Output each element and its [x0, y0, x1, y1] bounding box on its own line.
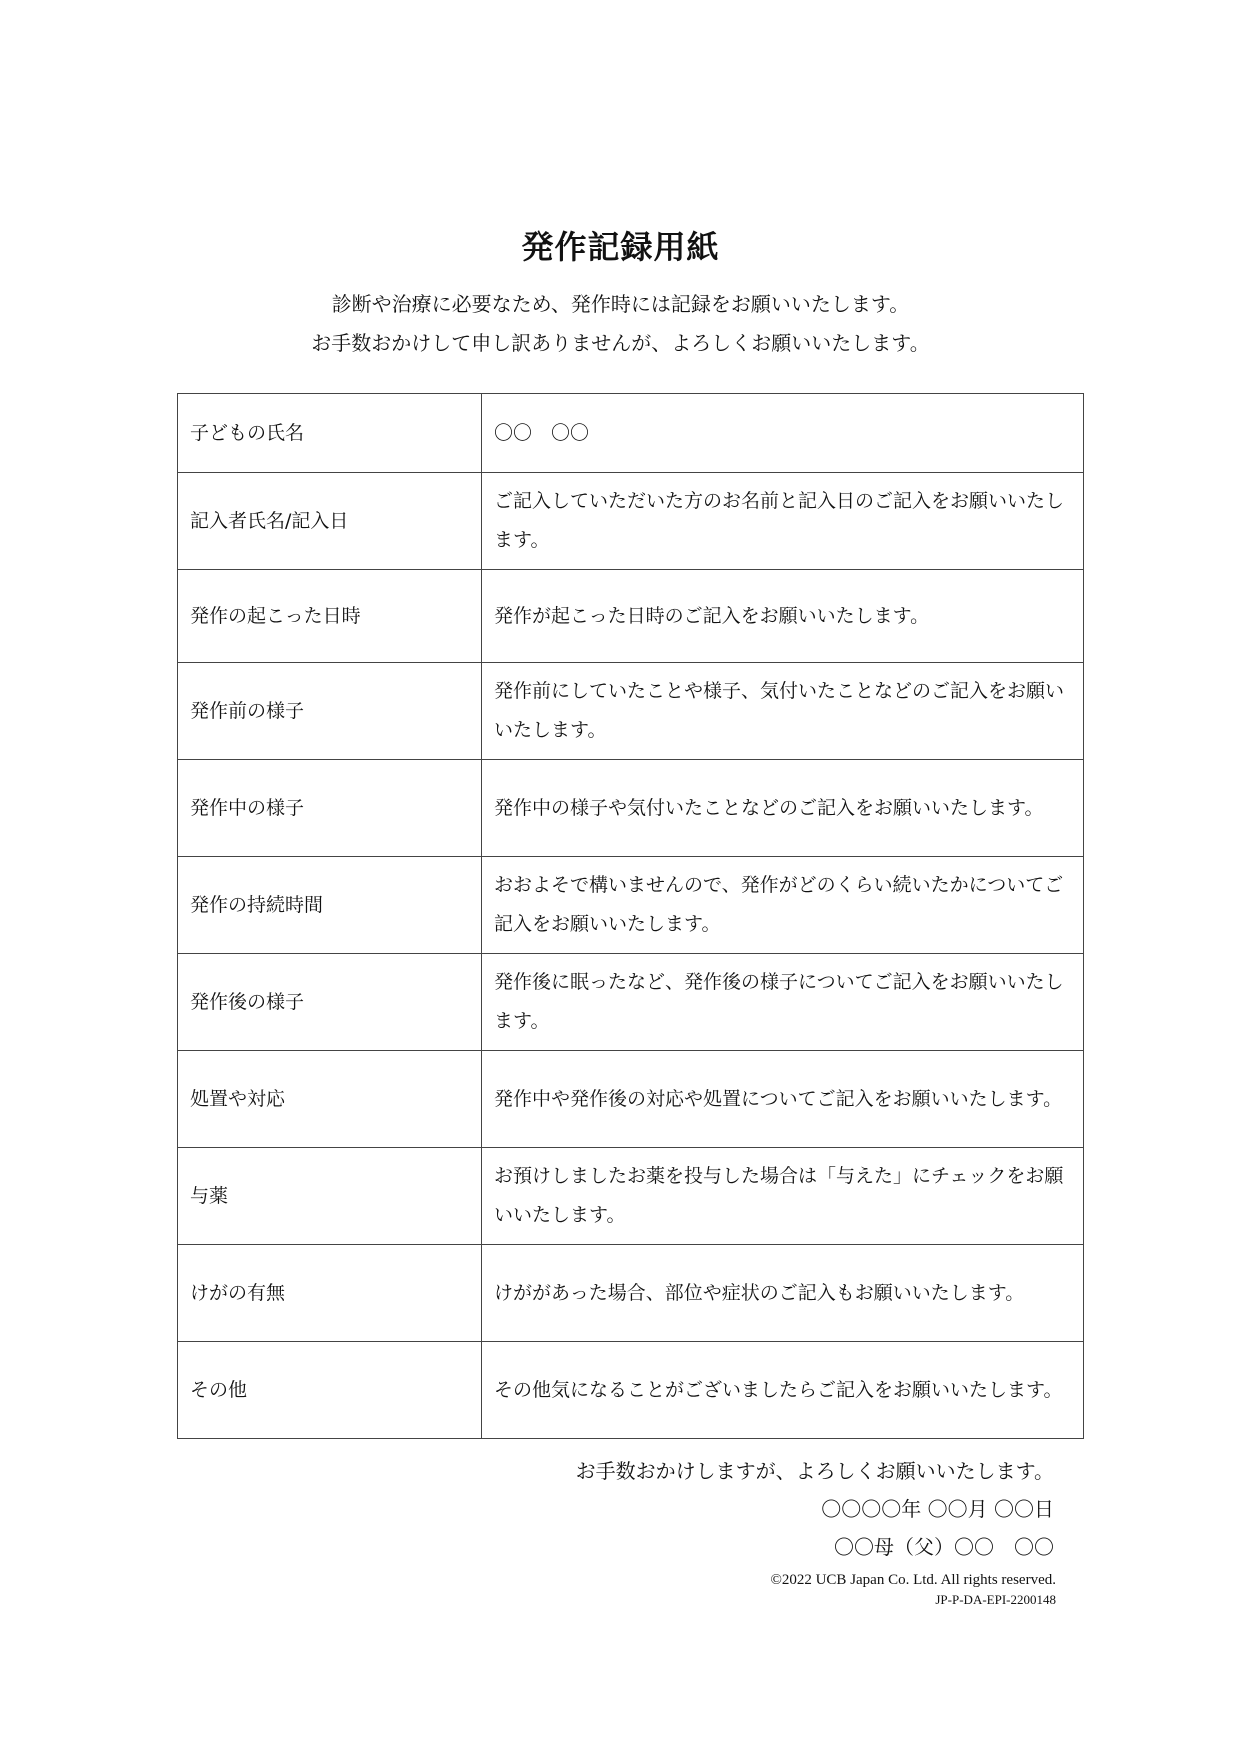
- row-value: ご記入していただいた方のお名前と記入日のご記入をお願いいたします。: [482, 473, 1084, 570]
- row-value: けががあった場合、部位や症状のご記入もお願いいたします。: [482, 1245, 1084, 1342]
- table-row: [178, 1051, 1084, 1148]
- row-label: 子どもの氏名: [178, 394, 482, 473]
- row-label: 与薬: [178, 1148, 482, 1245]
- intro-line-2: お手数おかけして申し訳ありませんが、よろしくお願いいたします。: [311, 331, 930, 355]
- document-title: 発作記録用紙: [521, 228, 720, 266]
- row-value: 発作後に眠ったなど、発作後の様子についてご記入をお願いいたします。: [482, 954, 1084, 1051]
- row-value: 発作中の様子や気付いたことなどのご記入をお願いいたします。: [482, 760, 1084, 857]
- row-label: 発作中の様子: [178, 760, 482, 857]
- row-value: その他気になることがございましたらご記入をお願いいたします。: [482, 1342, 1084, 1439]
- row-label: けがの有無: [178, 1245, 482, 1342]
- row-label: その他: [178, 1342, 482, 1439]
- row-value: 発作前にしていたことや様子、気付いたことなどのご記入をお願いいたします。: [482, 663, 1084, 760]
- seizure-record-table: [177, 393, 1084, 1439]
- table-row: [178, 954, 1084, 1051]
- row-label: 発作の起こった日時: [178, 570, 482, 663]
- row-label: 発作前の様子: [178, 663, 482, 760]
- table-row: [178, 570, 1084, 663]
- closing-date: 〇〇〇〇年 〇〇月 〇〇日: [821, 1497, 1054, 1521]
- table-row: [178, 473, 1084, 570]
- row-value: お預けしましたお薬を投与した場合は「与えた」にチェックをお願いいたします。: [482, 1148, 1084, 1245]
- closing-signature: 〇〇母（父）〇〇 〇〇: [834, 1535, 1054, 1559]
- row-value: 〇〇 〇〇: [482, 394, 1084, 473]
- document-id: JP-P-DA-EPI-2200148: [935, 1592, 1056, 1607]
- table-row: [178, 760, 1084, 857]
- table-row: [178, 1148, 1084, 1245]
- row-value: おおよそで構いませんので、発作がどのくらい続いたかについてご記入をお願いいたします。: [482, 857, 1084, 954]
- copyright-notice: ©2022 UCB Japan Co. Ltd. All rights reserved.: [770, 1572, 1056, 1588]
- table-row: [178, 857, 1084, 954]
- intro-line-1: 診断や治療に必要なため、発作時には記録をお願いいたします。: [331, 292, 910, 316]
- row-label: 発作後の様子: [178, 954, 482, 1051]
- table-row: [178, 1245, 1084, 1342]
- row-label: 発作の持続時間: [178, 857, 482, 954]
- row-label: 記入者氏名/記入日: [178, 473, 482, 570]
- row-label: 処置や対応: [178, 1051, 482, 1148]
- row-value: 発作が起こった日時のご記入をお願いいたします。: [482, 570, 1084, 663]
- table-row: [178, 663, 1084, 760]
- closing-message: お手数おかけしますが、よろしくお願いいたします。: [575, 1459, 1054, 1483]
- row-value: 発作中や発作後の対応や処置についてご記入をお願いいたします。: [482, 1051, 1084, 1148]
- table-row: [178, 1342, 1084, 1439]
- table-row: [178, 394, 1084, 473]
